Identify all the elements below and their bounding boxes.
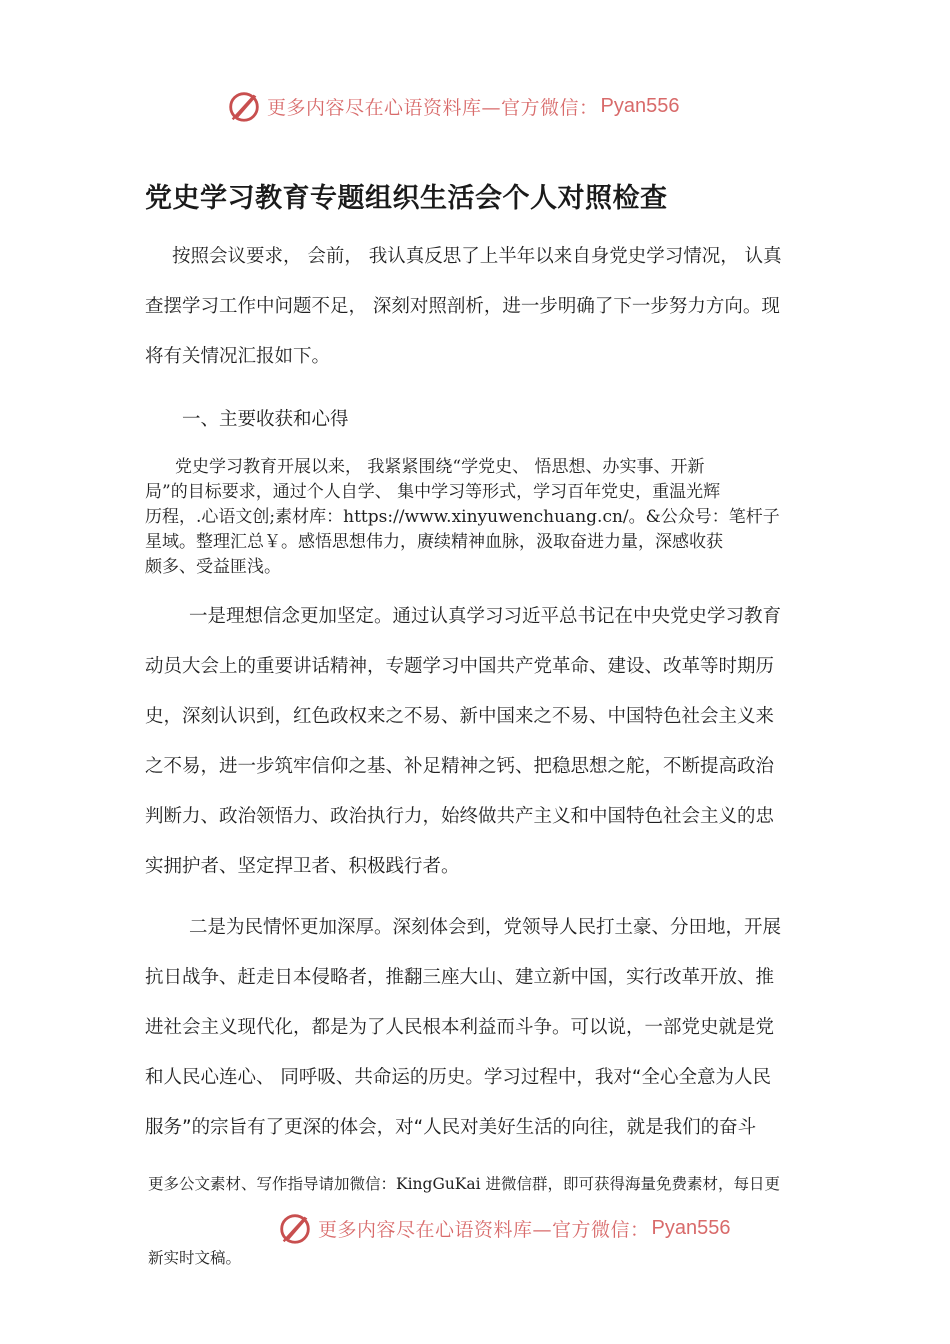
footer-note: 更多公文素材、写作指导请加微信：KingGuKai 进微信群，即可获得海量免费素材，每日更: [148, 1175, 781, 1193]
text-line: 动员大会上的重要讲话精神，专题学习中国共产党革命、建设、改革等时期历: [145, 656, 775, 677]
text-line: 进社会主义现代化，都是为了人民根本利益而斗争。可以说，一部党史就是党: [145, 1017, 775, 1038]
text-line: 党史学习教育开展以来， 我紧紧围绕“学党史、 悟思想、办实事、开新: [175, 457, 705, 477]
banner-text: 更多内容尽在心语资料库—官方微信：: [318, 1218, 650, 1241]
quill-logo-icon: [225, 87, 263, 125]
text-line: 和人民心连心、 同呼吸、共命运的历史。学习过程中，我对“全心全意为人民: [145, 1067, 771, 1088]
text-line: 按照会议要求， 会前， 我认真反思了上半年以来自身党史学习情况， 认真: [172, 246, 782, 267]
text-line: 二是为民情怀更加深厚。深刻体会到，党领导人民打土豪、分田地，开展: [189, 917, 782, 938]
banner-handle: Pyan556: [651, 1216, 731, 1239]
text-line: 判断力、政治领悟力、政治执行力，始终做共产主义和中国特色社会主义的忠: [145, 806, 775, 827]
document-title: 党史学习教育专题组织生活会个人对照检查: [145, 183, 668, 214]
text-line: 实拥护者、坚定捍卫者、积极践行者。: [145, 856, 460, 877]
text-line: 星域。整理汇总￥。感悟思想伟力，赓续精神血脉，汲取奋进力量，深感收获: [145, 532, 723, 552]
intro-paragraph: [145, 232, 810, 382]
text-line: 一是理想信念更加坚定。通过认真学习习近平总书记在中央党史学习教育: [189, 606, 782, 627]
banner-handle: Pyan556: [600, 94, 680, 117]
text-line: 局”的目标要求，通过个人自学、 集中学习等形式，学习百年党史，重温光辉: [145, 482, 721, 502]
text-line: 颇多、受益匪浅。: [145, 557, 281, 577]
point2-paragraph: [145, 903, 810, 1153]
text-line: 之不易，进一步筑牢信仰之基、补足精神之钙、把稳思想之舵，不断提高政治: [145, 756, 775, 777]
bottom-banner: [276, 1208, 730, 1248]
banner-text: 更多内容尽在心语资料库—官方微信：: [267, 96, 599, 119]
text-line: 查摆学习工作中问题不足， 深刻对照剖析，进一步明确了下一步努力方向。现: [145, 296, 780, 317]
text-line: 将有关情况汇报如下。: [145, 346, 331, 367]
section-heading: 一、主要收获和心得: [182, 409, 349, 430]
footer-note-continued: 新实时文稿。: [148, 1249, 242, 1267]
text-line: 抗日战争、赶走日本侵略者，推翻三座大山、建立新中国，实行改革开放、推: [145, 967, 775, 988]
text-line: 史，深刻认识到，红色政权来之不易、新中国来之不易、中国特色社会主义来: [145, 706, 775, 727]
section1-paragraph: [145, 455, 810, 580]
quill-logo-icon: [276, 1209, 314, 1247]
point1-paragraph: [145, 592, 810, 892]
top-banner: [225, 86, 679, 126]
text-line: 服务”的宗旨有了更深的体会，对“人民对美好生活的向往，就是我们的奋斗: [145, 1117, 757, 1138]
text-line: 历程，.心语文创;素材库：https://www.xinyuwenchuang.cn/。&公众号：笔杆子: [145, 507, 780, 527]
